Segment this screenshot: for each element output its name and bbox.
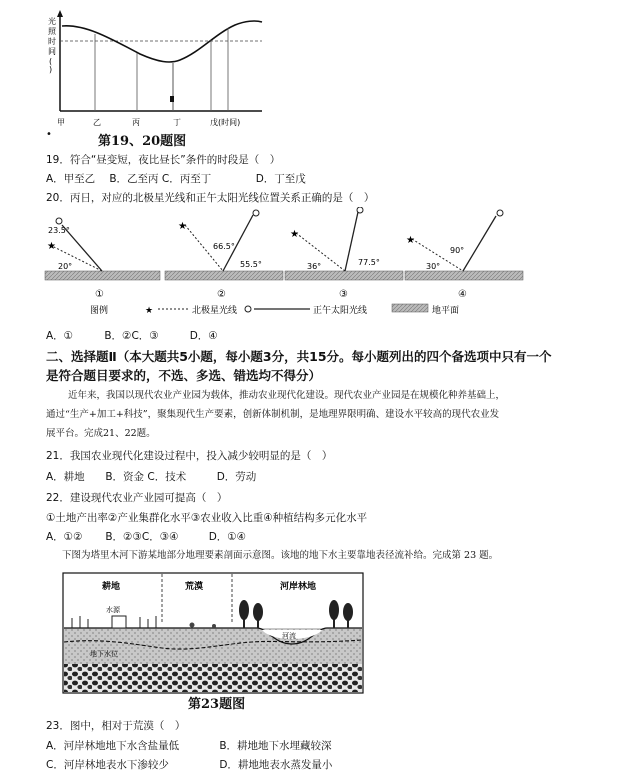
passage-1-line-3: 展平台。完成21、22题。 [46,428,156,439]
y-axis-label-4: 间 [48,47,56,56]
svg-text:★: ★ [145,306,154,316]
q20-option-a[interactable]: A．① [46,330,74,342]
figure-caption-19-20: 第19、20题图 [98,134,187,149]
panel-1-angle-sun: 20° [58,262,73,271]
y-axis-label-6: ) [49,65,53,74]
passage-2 [62,546,602,565]
question-22-stem: 22．建设现代农业产业园可提高（ ） [46,492,228,504]
legend-sun-label: 正午太阳光线 [313,306,368,316]
panel-2-number: ② [217,289,226,300]
question-23-options-row-1 [46,738,332,753]
question-20-options [46,328,218,343]
q19-option-bc[interactable]: B．乙至丙 C．丙至丁 [109,173,212,185]
question-21-stem: 21．我国农业现代化建设过程中，投入减少较明显的是（ ） [46,450,333,462]
river-label: 河流 [282,632,296,640]
question-19-options [46,171,306,186]
zone-riparian-forest: 河岸林地 [280,582,317,592]
panel-4-angle-star: 30° [426,262,441,271]
x-tick-wu: 戊(时间) [210,118,241,127]
q20-legend [90,304,459,316]
panel-3-number: ③ [339,289,348,300]
sunshine-curve [62,21,262,62]
q19-option-d[interactable]: D．丁至戊 [255,173,306,185]
passage-1-line-1: 近年来，我国以现代农业产业园为载体，推动农业现代化建设。现代农业产业园是在规模化种养基础上， [68,390,506,401]
panel-1-number: ① [95,289,104,300]
q20-option-d[interactable]: D．④ [189,330,218,342]
panel-1 [45,218,160,300]
question-22-options [46,529,246,544]
q22-option-d[interactable]: D．①④ [208,531,247,543]
well-label: 水源 [106,606,120,614]
figure-dot: • [46,129,52,140]
x-tick-bing: 丙 [132,118,140,127]
section-2-heading-line-1: 二、选择题Ⅱ（本大题共5小题，每小题3分，共15分。每小题列出的四个备选项中只有一个 [46,349,552,364]
figure-caption-23: 第23题图 [188,697,246,712]
passage-1 [46,386,586,443]
question-19-stem: 19．符合“昼变短，夜比昼长”条件的时段是（ ） [46,154,281,166]
x-tick-ding: 丁 [173,118,181,127]
zone-farmland: 耕地 [102,582,121,592]
svg-text:★: ★ [47,241,56,252]
zone-desert: 荒漠 [185,582,204,592]
panel-3 [285,207,403,300]
passage-2-line-1: 下图为塔里木河下游某地部分地理要素剖面示意图。该地的地下水主要靠地表径流补给。完成第 23 题。 [62,550,499,561]
legend-title: 图例 [90,306,109,316]
tarim-river-cross-section [62,572,378,694]
q22-option-a[interactable]: A．①② [46,531,83,543]
legend-ground-label: 地平面 [432,306,460,316]
q23-option-d[interactable]: D．耕地地表水蒸发量小 [219,759,333,771]
panel-2 [165,210,283,300]
panel-1-angle-star: 23.5° [48,226,70,235]
q22-option-bc[interactable]: B．②③C．③④ [105,531,179,543]
y-axis-label-3: 时 [48,37,56,46]
question-22-items: ①土地产出率②产业集群化水平③农业收入比重④种植结构多元化水平 [46,512,368,524]
panel-3-angle-star: 36° [307,262,322,271]
question-23-options-row-2 [46,757,332,772]
panel-4-number: ④ [458,289,467,300]
legend-star-label: 北极星光线 [192,306,238,316]
y-axis-label-2: 照 [48,27,56,36]
svg-text:★: ★ [290,229,299,240]
x-tick-jia: 甲 [57,118,65,127]
q23-option-a[interactable]: A．河岸林地地下水含盐量低 [46,740,180,752]
panel-4 [405,210,523,300]
panel-2-angle-star: 66.5° [213,242,235,251]
q19-option-a[interactable]: A．甲至乙 [46,173,96,185]
sunshine-duration-graph [40,8,280,133]
svg-text:★: ★ [178,221,187,232]
panel-2-angle-sun: 55.5° [240,260,262,269]
q20-option-bc[interactable]: B．②C．③ [104,330,159,342]
q21-option-bc[interactable]: B．资金 C．技术 [105,471,187,483]
q20-panels-figure [40,207,590,319]
question-21-options [46,469,256,484]
section-2-heading-line-2: 是符合题目要求的，不选、多选、错选均不得分） [46,368,322,383]
panel-4-angle-sun: 90° [450,246,465,255]
q21-option-d[interactable]: D．劳动 [216,471,257,483]
question-23-stem: 23．图中，相对于荒漠（ ） [46,720,186,732]
groundwater-label: 地下水位 [90,650,118,658]
x-tick-yi: 乙 [93,118,101,127]
passage-1-line-2: 通过“生产+加工+科技”，聚集现代生产要素，创新体制机制，是地理界限明确、建设水平较高的现代农业发 [46,409,500,420]
q21-option-a[interactable]: A．耕地 [46,471,85,483]
y-axis-label-1: 光 [48,17,56,26]
y-axis-label-5: ( [49,57,53,66]
panel-3-angle-sun: 77.5° [358,258,380,267]
q23-option-c[interactable]: C．河岸林地表水下渗较少 [46,759,169,771]
q23-option-b[interactable]: B．耕地地下水埋藏较深 [219,740,332,752]
question-20-stem: 20．丙日，对应的北极星光线和正午太阳光线位置关系正确的是（ ） [46,192,375,204]
svg-text:★: ★ [406,235,415,246]
